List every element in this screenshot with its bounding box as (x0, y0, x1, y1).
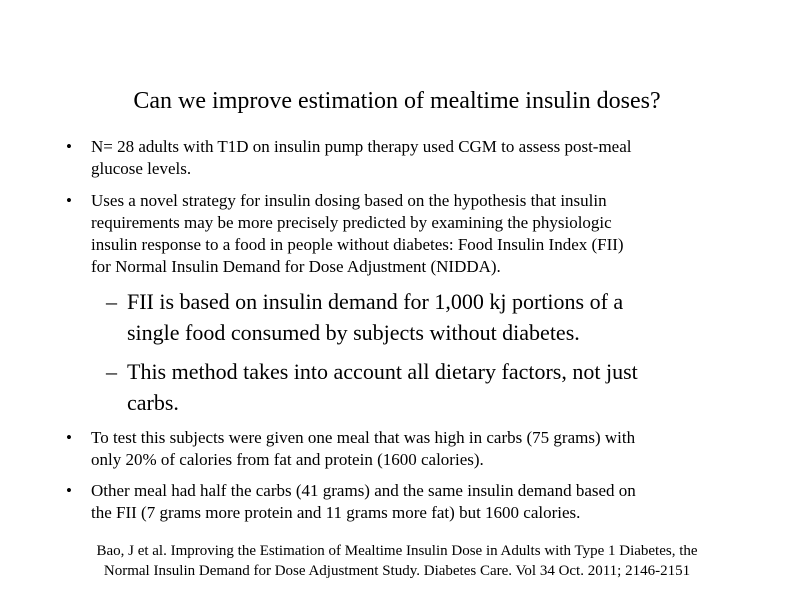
bullet-text (91, 427, 635, 471)
subbullet-marker: – (106, 359, 117, 384)
subbullet-text (127, 286, 623, 348)
bullet-marker: • (66, 428, 72, 447)
slide-title: Can we improve estimation of mealtime insulin doses? (133, 88, 661, 114)
bullet-marker: • (66, 191, 72, 210)
subbullet-line: FII is based on insulin demand for 1,000 kj portions of a (127, 289, 624, 314)
bullet-marker: • (66, 481, 72, 500)
bullet-text (91, 480, 636, 524)
citation-line: Normal Insulin Demand for Dose Adjustment Study. Diabetes Care. Vol 34 Oct. 2011; 2146-2151 (103, 563, 691, 579)
subbullet-line: carbs. (127, 390, 179, 415)
subbullet-line: single food consumed by subjects without diabetes. (127, 320, 580, 345)
subbullet-marker: – (106, 289, 117, 314)
bullet-line: Uses a novel strategy for insulin dosing based on the hypothesis that insulin (91, 191, 607, 210)
bullet-line: only 20% of calories from fat and protein (1600 calories). (91, 450, 484, 469)
subbullet-text (127, 356, 638, 418)
bullet-line: the FII (7 grams more protein and 11 grams more fat) but 1600 calories. (91, 503, 581, 522)
bullet-line: insulin response to a food in people without diabetes: Food Insulin Index (FII) (91, 235, 624, 254)
bullet-line: requirements may be more precisely predicted by examining the physiologic (91, 213, 612, 232)
bullet-line: Other meal had half the carbs (41 grams) and the same insulin demand based on (91, 481, 636, 500)
bullet-line: glucose levels. (91, 159, 192, 178)
citation-line: Bao, J et al. Improving the Estimation of Mealtime Insulin Dose in Adults with Type 1 Diabetes, the (96, 543, 698, 559)
subbullet-line: This method takes into account all dietary factors, not just (127, 359, 638, 384)
bullet-line: for Normal Insulin Demand for Dose Adjustment (NIDDA). (91, 257, 501, 276)
citation (0, 541, 794, 581)
bullet-line: To test this subjects were given one meal that was high in carbs (75 grams) with (91, 428, 636, 447)
bullet-text (91, 136, 632, 180)
bullet-marker: • (66, 137, 72, 156)
bullet-line: N= 28 adults with T1D on insulin pump therapy used CGM to assess post-meal (91, 137, 632, 156)
bullet-text (91, 190, 624, 278)
